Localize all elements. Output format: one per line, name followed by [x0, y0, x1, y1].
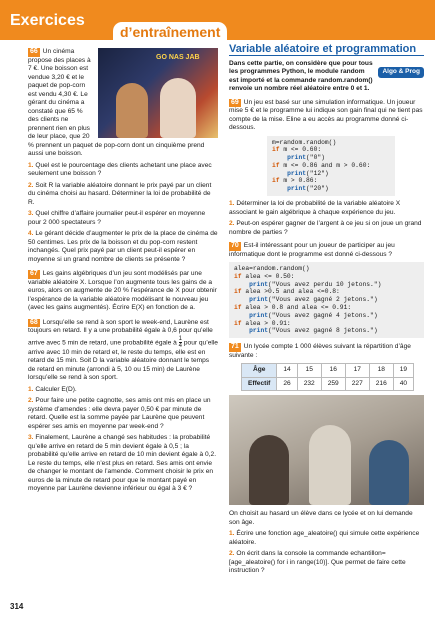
- table-cell: 232: [297, 377, 321, 391]
- exercise-text: Un cinéma propose des places à 7 €. Une boisson est vendue 3,20 € et le paquet de pop-corn est vendu 4,30 €. Le gérant du cinéma a constaté que 65 % des clients ne prennent rien en plus de leur place, que 20 % prennent un paquet de pop-corn dont un cinquième prend aussi une boisson.: [28, 48, 205, 157]
- code-line: print("Vous avez gagné 8 jetons."): [249, 327, 378, 335]
- code-line: if m <= 0.86 and m > 0.60:: [272, 161, 371, 169]
- fraction: $\frac{1}{4}$: [178, 335, 183, 349]
- table-cell: 17: [345, 364, 369, 378]
- exercise-number: 66: [30, 48, 38, 55]
- code-line: print("20"): [287, 185, 329, 193]
- exercise-text: Les gains algébriques d’un jeu sont modélisés par une variable aléatoire X. Lorsque l’on augmente tous les gains de a euros, alors on augmente de 20 % l’espérance de X pour obtenir l’espérance de la variable aléatoire modélisant le nouveau jeu (avec les gains augmentés). Écrire E(X) en fonction de a.: [28, 270, 217, 311]
- question: Soit R la variable aléatoire donnant le prix payé par un client du cinéma choisi au hasard. Déterminer la loi de probabilité de R.: [28, 181, 212, 206]
- header-title: Exercices: [10, 12, 85, 29]
- table-cell: 26: [277, 377, 297, 391]
- code-line: print("0"): [287, 154, 325, 162]
- exercise-68: 68 Lorsqu’elle se rend à son sport le week-end, Laurène est toujours en retard. Il y a une probabilité égale à 0,6 pour qu’elle arrive avec 5 min de retard, une probabilité égale à $\frac{1}{4}$ pour qu’elle arrive avec 10 min de retard et, le reste du temps, elle est en retard de 15 min. Soit D la variable aléatoire donnant le temps de retard en minute (arrondi à 5, 10 ou 15 min) de Laurène lorsqu’elle se rend à son sport. 1. Calculer E(D). 2. Pour faire une petite cagnotte, ses amis ont mis en place un système d’amendes : elle devra payer 0,50 € par minute de retard. Quelle est la somme payée par Laurène que peuvent espérer ses amis en moyenne par week-end ? 3. Finalement, Laurène a changé ses habitudes : la probabilité qu’elle arrive en retard de 5 min devient égale à 0,5 ; la probabilité qu’elle arrive en retard de 10 min devient égale à 0,2. Le reste du temps, elle n’est plus en retard. Ses amis ont envie de changer le montant de l’amende. Comment choisir le prix en euros de la minute de retard pour que le montant payé en moyenne par Laurène devienne inférieur ou égal à 3 € ?: [28, 318, 218, 492]
- header-subtitle: d’entraînement: [113, 22, 227, 40]
- exercise-number: 70: [231, 242, 239, 250]
- code-line: if alea > 0.91:: [234, 319, 291, 327]
- table-cell: 227: [345, 377, 369, 391]
- question: Écrire une fonction age_aleatoire() qui simule cette expérience aléatoire.: [229, 530, 420, 546]
- exercise-number: 67: [30, 270, 38, 277]
- question: Peut-on espérer gagner de l’argent à ce jeu si on joue un grand nombre de parties ?: [229, 220, 422, 236]
- question: Quel chiffre d’affaire journalier peut-il espérer en moyenne pour 2 000 spectateurs ?: [28, 210, 206, 226]
- table-cell: 259: [321, 377, 345, 391]
- code-line: if alea <= 0.50:: [234, 272, 295, 280]
- question: Finalement, Laurène a changé ses habitudes : la probabilité qu’elle arrive en retard de 5 min devient égale à 0,5 ; la probabilité qu’elle arrive en retard de 10 min devient égale à 0,2. Le reste du temps, elle n’est plus en retard. Ses amis ont envie de changer le montant de l’amende. Comment choisir le prix en euros de la minute de retard pour que le montant payé en moyenne par Laurène devienne inférieur ou égal à 3 € ?: [28, 434, 217, 492]
- question: Quel est le pourcentage des clients achetant une place avec seulement une boisson ?: [28, 161, 212, 177]
- age-table: [241, 363, 414, 391]
- question: Déterminer la loi de probabilité de la variable aléatoire X associant le gain algébrique à chaque expérience du jeu.: [229, 200, 401, 216]
- code-line: if m <= 0.60:: [272, 146, 322, 154]
- table-cell: 40: [393, 377, 413, 391]
- code-block: [267, 136, 395, 197]
- students-photo: [229, 395, 424, 505]
- code-line: print("Vous avez perdu 10 jetons."): [249, 280, 382, 288]
- table-cell: Âge: [242, 364, 277, 378]
- section-intro: Dans cette partie, on considère que pour tous les programmes Python, le module random est importé et la commande random.random() renvoie un nombre réel aléatoire entre 0 et 1.: [229, 59, 373, 92]
- section-title: Variable aléatoire et programmation: [229, 45, 424, 56]
- exercise-text: On choisit au hasard un élève dans ce lycée et on lui demande son âge.: [229, 510, 413, 526]
- question: Pour faire une petite cagnotte, ses amis ont mis en place un système d’amendes : elle devra payer 0,50 € par minute de retard. Quelle est la somme payée par Laurène que peuvent espérer ses amis en moyenne par week-end ?: [28, 397, 211, 430]
- code-line: if alea >0.5 and alea <=0.8:: [234, 288, 340, 296]
- table-cell: 216: [369, 377, 393, 391]
- exercise-number: 71: [231, 343, 239, 351]
- table-cell: 16: [321, 364, 345, 378]
- code-line: if m > 0.86:: [272, 177, 318, 185]
- code-line: alea=random.random(): [234, 265, 310, 273]
- algo-prog-badge: Algo & Prog: [378, 67, 424, 78]
- page-header: [0, 0, 435, 40]
- table-cell: Effectif: [242, 377, 277, 391]
- exercise-text: Est-il intéressant pour un joueur de participer au jeu informatique dont le programme est donné ci-dessous ?: [229, 242, 395, 258]
- code-block: [229, 262, 424, 338]
- code-line: print("Vous avez gagné 4 jetons."): [249, 311, 378, 319]
- exercise-number: 69: [231, 98, 239, 106]
- table-row: [242, 377, 414, 391]
- right-column: [229, 45, 424, 579]
- exercise-67: [28, 270, 218, 313]
- exercise-70: [229, 242, 424, 338]
- page-number: 314: [10, 602, 24, 611]
- table-cell: 14: [277, 364, 297, 378]
- exercise-71: 71 Un lycée compte 1 000 élèves suivant la répartition d’âge suivante : Âge 14 15 16 17 18 19 Effectif 26 232 259 227 216 40 On choisit au hasard un élève dans ce lycée et on lui demande son âge. 1. Écrire une fonction age_aleatoire() qui simule cette expérience aléatoire. 2. On écrit dans la console la commande echantillon=[age_aleatoire() for i in range(10)]. Que permet de faire cette instruction ?: [229, 343, 424, 576]
- exercise-69: 69 Un jeu est basé sur une simulation informatique. Un joueur mise 5 € et le programme lui indique son gain final qui ne tient pas compte de la mise. Eline a eu accès au programme donné ci-dessous. m=random.random() if m <= 0.60: print("0") if m <= 0.86 and m > 0.60: print("12") if m > 0.86: print("20") 1. Déterminer la loi de probabilité de la variable aléatoire X associant le gain algébrique à chaque expérience du jeu. 2. Peut-on espérer gagner de l’argent à ce jeu si on joue un grand nombre de parties ?: [229, 98, 423, 236]
- table-row: [242, 364, 414, 378]
- code-line: if alea > 0.8 and alea <= 0.91:: [234, 304, 352, 312]
- cinema-photo: [98, 48, 218, 138]
- exercise-66: GO NAS JAB 66 Un cinéma propose des places à 7 €. Une boisson est vendue 3,20 € et le paquet de pop-corn est vendu 4,30 €. Le gérant du cinéma a constaté que 65 % des clients ne prennent rien en plus de leur place, que 20 % prennent un paquet de pop-corn dont un cinquième prend aussi une boisson. 1. Quel est le pourcentage des clients achetant une place avec seulement une boisson ? 2. Soit R la variable aléatoire donnant le prix payé par un client du cinéma choisi au hasard. Déterminer la loi de probabilité de R. 3. Quel chiffre d’affaire journalier peut-il espérer en moyenne pour 2 000 spectateurs ? 4. Le gérant décide d’augmenter le prix de la place de cinéma de 50 centimes. Les prix de la boisson et du pop-corn restent inchangés. Quel prix payé par un client peut-il espérer en moyenne si un grand nombre de clients se présente ?: [28, 48, 218, 263]
- question: Le gérant décide d’augmenter le prix de la place de cinéma de 50 centimes. Les prix de la boisson et du pop-corn restent inchangés. Quel prix payé par un client peut-il espérer en moyenne si un grand nombre de clients se présente ?: [28, 230, 218, 263]
- exercise-text: Un jeu est basé sur une simulation informatique. Un joueur mise 5 € et le programme lui indique son gain final qui ne tient pas compte de la mise. Eline a eu accès au programme donné ci-dessous.: [229, 98, 423, 131]
- code-line: print("Vous avez gagné 2 jetons."): [249, 296, 378, 304]
- table-cell: 15: [297, 364, 321, 378]
- left-column: [28, 48, 218, 497]
- question: Calculer E(D).: [35, 385, 77, 393]
- cinema-sign: GO NAS JAB: [156, 54, 200, 61]
- table-cell: 18: [369, 364, 393, 378]
- table-cell: 19: [393, 364, 413, 378]
- code-line: m=random.random(): [272, 138, 337, 146]
- exercise-text: Un lycée compte 1 000 élèves suivant la répartition d’âge suivante :: [229, 343, 411, 359]
- exercise-number: 68: [30, 318, 38, 326]
- code-line: print("12"): [287, 169, 329, 177]
- question: On écrit dans la console la commande echantillon=[age_aleatoire() for i in range(10)]. Que permet de faire cette instruction ?: [229, 550, 406, 575]
